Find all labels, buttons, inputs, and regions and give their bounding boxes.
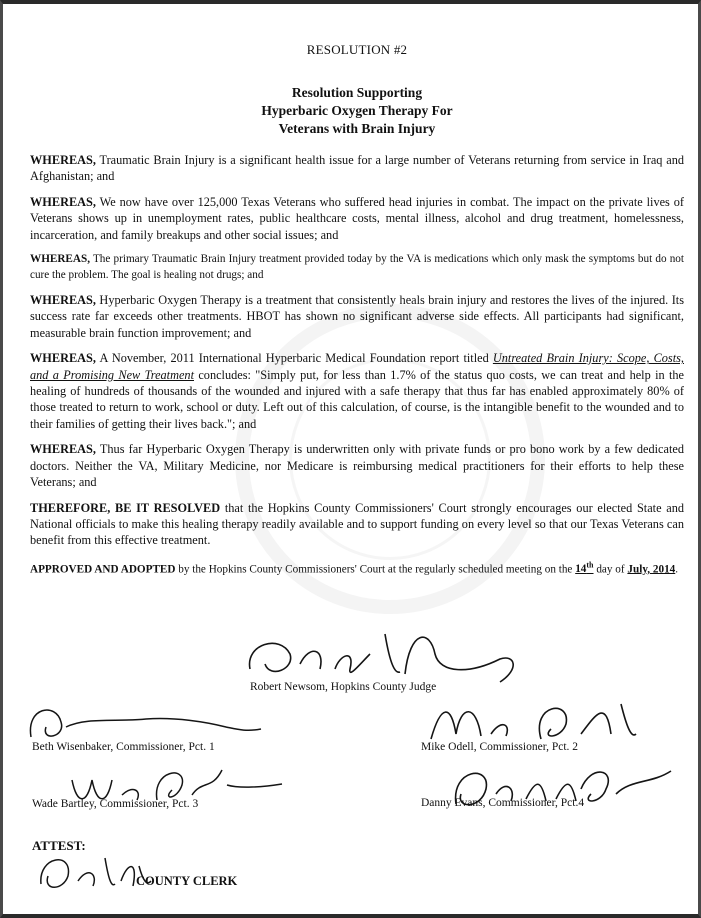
signature-block-pct1 xyxy=(32,699,272,759)
pct3-name: Wade Bartley, Commissioner, Pct. 3 xyxy=(32,798,199,810)
signature-block-pct3 xyxy=(32,764,282,824)
resolved-paragraph: THEREFORE, BE IT RESOLVED that the Hopkins County Commissioners' Court strongly encourages our elected State and National officials to make this healing therapy readily available and to support funding on every level so that our Texas Veterans can benefit from this effective treatment. xyxy=(30,500,684,548)
judge-name: Robert Newsom, Hopkins County Judge xyxy=(250,681,437,693)
report-title: Untreated Brain Injury: Scope, Costs, and a Promising New Treatment xyxy=(30,351,684,382)
signature-block-judge xyxy=(250,624,520,694)
clerk-signature xyxy=(33,846,153,896)
title-line-2: Hyperbaric Oxygen Therapy For xyxy=(261,103,453,118)
resolution-number: RESOLUTION #2 xyxy=(306,42,408,57)
meeting-day: 14th xyxy=(575,560,594,576)
title-line-3: Veterans with Brain Injury xyxy=(278,121,436,136)
whereas-paragraph-6: WHEREAS, Thus far Hyperbaric Oxygen Therapy is underwritten only with private funds or pro bono work by a few dedicated doctors. Neither the VA, Military Medicine, nor Medicare is reimbursing medical practitioners for their efforts to help these Veterans; and xyxy=(30,442,684,490)
pct1-signature xyxy=(26,697,266,747)
meeting-month-year: July, 2014 xyxy=(627,563,676,576)
signature-block-pct4 xyxy=(421,759,671,819)
whereas-paragraph-5: WHEREAS, A November, 2011 International Hyperbaric Medical Foundation report titled Untreated Brain Injury: Scope, Costs, and a Promising New Treatment concludes: "Simply put, for less than 1.7% of the status quo costs, we can treat and help in the healing of hundreds of thousands of the wounded and injured with a safe therapy that thus far has enabled approximately 80% of those treated to return to work, school or duty. Left out of this calculation, of course, is the intangible benefit to the wounded and to their families of getting their lives back."; and xyxy=(30,351,685,431)
pct2-name: Mike Odell, Commissioner, Pct. 2 xyxy=(421,741,579,753)
attest-label: ATTEST: xyxy=(32,838,86,853)
whereas-paragraph-1: WHEREAS, Traumatic Brain Injury is a significant health issue for a large number of Veterans returning from service in Iraq and Afghanistan; and xyxy=(30,153,684,184)
whereas-paragraph-2: WHEREAS, We now have over 125,000 Texas Veterans who suffered head injuries in combat. The impact on the private lives of Veterans shows up in unemployment rates, public healthcare costs, mental illness, alcohol and drug treatment, homelessness, incarceration, and family breakups and other social issues; and xyxy=(30,194,684,242)
pct4-name: Danny Evans, Commissioner, Pct.4 xyxy=(421,797,585,809)
resolution-title xyxy=(30,84,684,138)
county-clerk-label: COUNTY CLERK xyxy=(136,874,238,888)
whereas-paragraph-4: WHEREAS, Hyperbaric Oxygen Therapy is a treatment that consistently heals brain injury and restores the lives of the injured. Its success rate far exceeds other treatments. HBOT has shown no significant adverse side effects. All participants had significant, measurable brain function improvement; and xyxy=(30,293,684,340)
resolution-body xyxy=(30,42,684,587)
pct1-name: Beth Wisenbaker, Commissioner, Pct. 1 xyxy=(32,741,215,753)
whereas-paragraph-3: WHEREAS, The primary Traumatic Brain Injury treatment provided today by the VA is medications which only mask the symptoms but do not cure the problem. The goal is healing not drugs; and xyxy=(30,253,684,281)
title-line-1: Resolution Supporting xyxy=(291,85,423,100)
signature-block-pct2 xyxy=(421,694,661,759)
judge-signature xyxy=(240,624,540,686)
approval-paragraph: APPROVED AND ADOPTED by the Hopkins County Commissioners' Court at the regularly scheduled meeting on the 14th day of July, 2014. xyxy=(30,560,679,576)
